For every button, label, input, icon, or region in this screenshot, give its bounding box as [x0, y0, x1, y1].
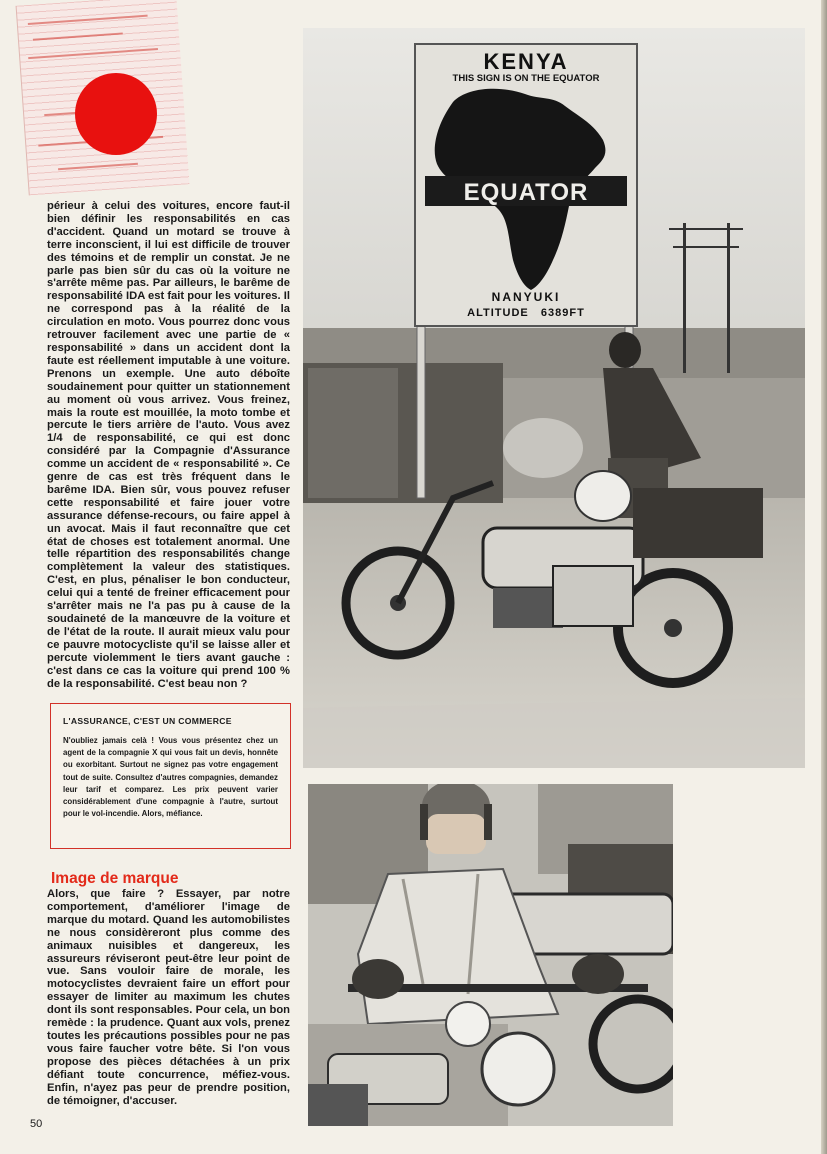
photo-bottom-illustration: [308, 784, 673, 1126]
box-title: L'ASSURANCE, C'EST UN COMMERCE: [63, 716, 232, 726]
section-heading: Image de marque: [51, 870, 179, 887]
photo-equator-sign-motorcycle: [303, 28, 805, 768]
article-column-bottom: [47, 888, 290, 1107]
article-text-bottom: Alors, que faire ? Essayer, par notre comportement, d'améliorer l'image de marque du motard. Quand les automobilistes ne nous considèreront plus comme des animaux nuisibles et dangereux, les assureurs réviseront peut-être leur point de vue. Sans vouloir faire de morale, les motocyclistes devraient faire un effort pour essayer de limiter au maximum les chutes dont ils sont responsables. Pour cela, un bon remède : la prudence. Quant aux vols, prenez toutes les précautions possibles pour ne pas vous faire faucher votre bête. Si l'on vous propose des pièces détachées à un prix défiant toute concurrence, méfiez-vous. Enfin, n'ayez pas peur de prendre position, de témoigner, d'accuser.: [47, 888, 290, 1107]
sign-place: NANYUKI: [491, 290, 561, 304]
sign-altitude: ALTITUDE 6389FT: [467, 307, 585, 319]
article-column-top: [47, 200, 290, 706]
sign-equator-band: EQUATOR: [463, 179, 589, 206]
red-dot-marker: [75, 73, 157, 155]
page-edge-shadow: [821, 0, 827, 1154]
page-number: 50: [30, 1118, 43, 1130]
sidebar-box-insurance: [50, 703, 291, 849]
article-text-top: périeur à celui des voitures, encore faut-il bien définir les responsabilités en cas d'accident. Quand un motard se trouve à terre inconscient, il lui est difficile de trouver des témoins et de remplir un constat. Je ne parle pas bien sûr du cas où la voiture ne s'arrête même pas. Par ailleurs, le barême de responsabilité IDA est fait pour les voitures. Il ne correspond pas à la réalité de la circulation en moto. Vous pourrez donc vous retrouver facilement avec une partie de « responsabilité » dans un accident dont la faute est réellement imputable à une voiture. Prenons un exemple. Une auto déboîte soudainement pour quitter un stationnement au moment où vous arrivez. Vous freinez, mais la route est mouillée, la moto tombe et percute le tiers arrière de l'auto. Vous avez 1/4 de responsabilité, ce qui est donc considéré par la Compagnie d'Assurance comme un accident de « responsabilité ». Ce genre de cas est très fréquent dans le barême IDA. Bien sûr, vous pouvez refuser cette responsabilité et faire jouer votre assurance défense-recours, ou faire appel à un avocat. Mais il faut reconnaître que cet état de choses est totalement anormal. Une telle répartition des responsabilités change complètement la valeur des statistiques. C'est, en plus, pénaliser le bon conducteur, celui qui a tenté de freiner efficacement pour s'arrêter mais ne l'a pas pu à cause de la soudaineté de la manœuvre de la voiture et de l'état de la route. Il aurait mieux valu pour ce pauvre motocycliste qu'il se laisse aller et percute violemment le tiers avant gauche : c'est dans ce cas la voiture qui prend 100 % de la responsabilité. C'est beau non ?: [47, 200, 290, 690]
photo-helmeted-rider: [308, 784, 673, 1126]
box-text: N'oubliez jamais celà ! Vous vous présentez chez un agent de la compagnie X qui vous fait un devis, honnête ou exorbitant. Surtout ne signez pas votre engagement tout de suite. Consultez d'autres compagnies, demandez leur tarif et comparez. Les prix peuvent varier considérablement d'une compagnie à l'autre, surtout pour le vol-incendie. Alors, méfiance.: [63, 736, 278, 819]
sign-equator-note: THIS SIGN IS ON THE EQUATOR: [452, 73, 600, 84]
photo-top-illustration: [303, 28, 805, 768]
sign-kenya: KENYA: [483, 49, 569, 74]
